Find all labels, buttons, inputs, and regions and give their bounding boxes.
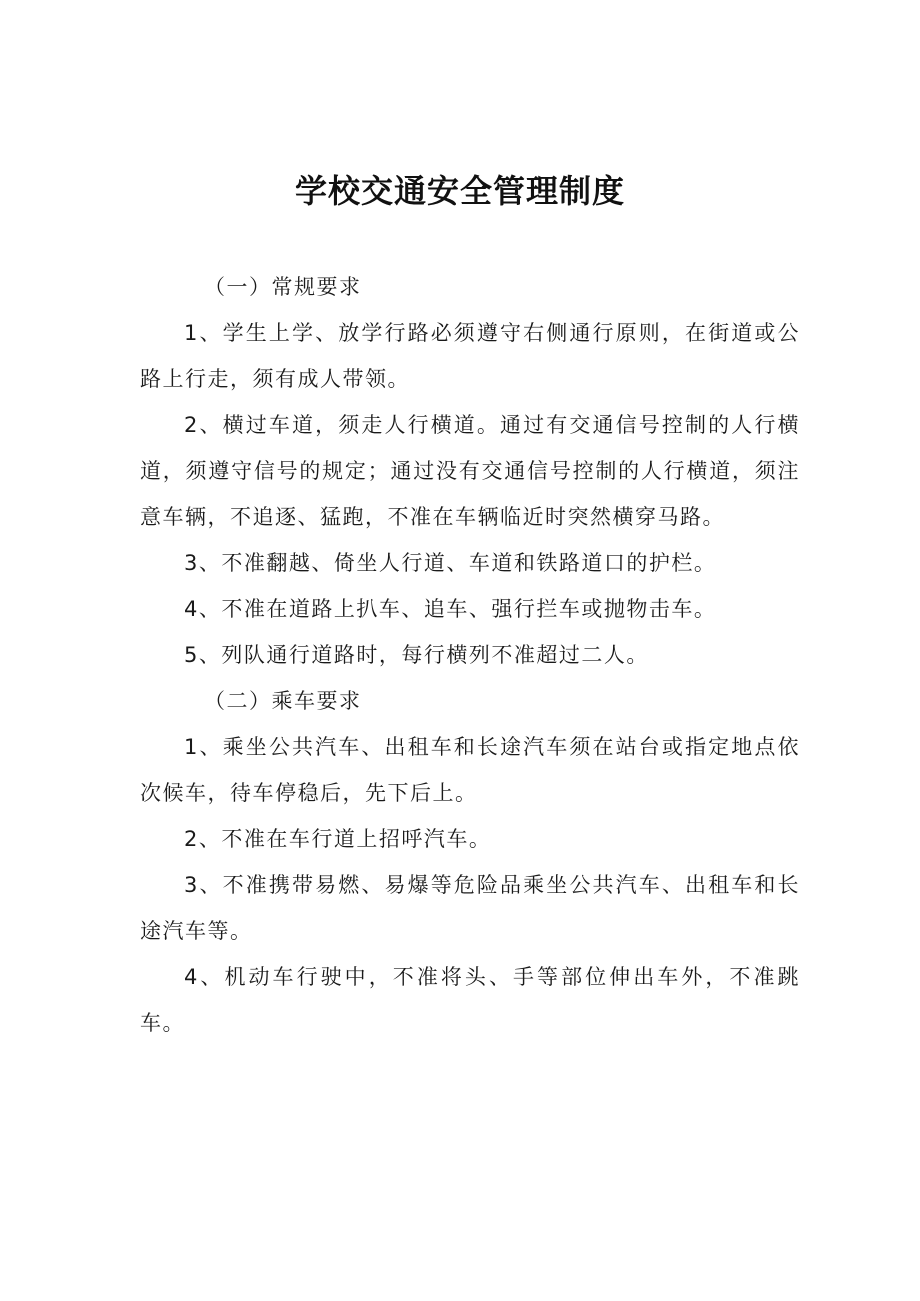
rule-item: 3、不准携带易燃、易爆等危险品乘坐公共汽车、出租车和长途汽车等。 [140,873,800,943]
rule-item: 2、横过车道，须走人行横道。通过有交通信号控制的人行横道，须遵守信号的规定；通过没有交通信号控制的人行横道，须注意车辆，不追逐、猛跑，不准在车辆临近时突然横穿马路。 [140,413,800,529]
rule-item: 3、不准翻越、倚坐人行道、车道和铁路道口的护栏。 [184,551,717,575]
document-body [140,264,800,1046]
rule-item: 1、乘坐公共汽车、出租车和长途汽车须在站台或指定地点依次候车，待车停稳后，先下后上。 [140,735,800,805]
section-heading-riding: （二）乘车要求 [204,689,362,713]
rule-item: 4、机动车行驶中，不准将头、手等部位伸出车外，不准跳车。 [140,965,800,1035]
document-title: 学校交通安全管理制度 [294,172,625,210]
rule-item: 1、学生上学、放学行路必须遵守右侧通行原则，在街道或公路上行走，须有成人带领。 [140,321,800,391]
rule-item: 4、不准在道路上扒车、追车、强行拦车或抛物击车。 [184,597,717,621]
section-heading-general: （一）常规要求 [204,275,362,299]
rule-item: 5、列队通行道路时，每行横列不准超过二人。 [184,643,649,667]
rule-item: 2、不准在车行道上招呼汽车。 [184,827,492,851]
